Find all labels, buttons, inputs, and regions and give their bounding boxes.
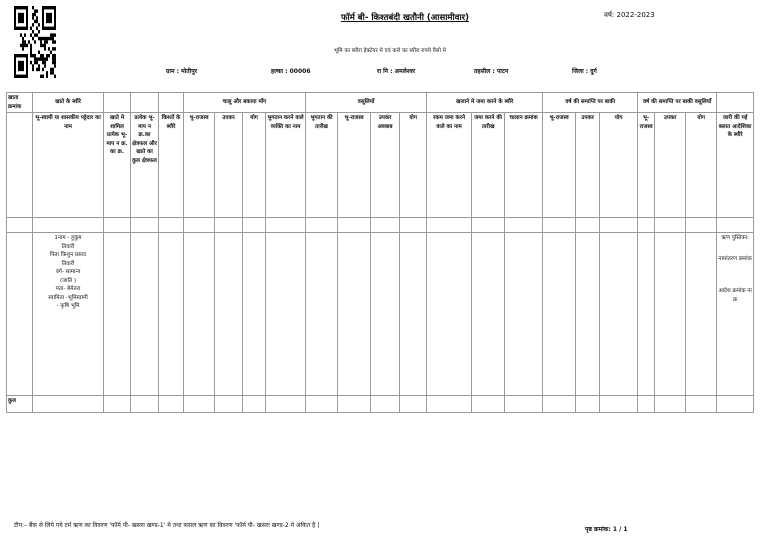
sub-header-row [7, 113, 754, 218]
column-header: भू-राजस्व [638, 113, 655, 218]
owner-line: 1नाम - हुकुम [54, 235, 82, 242]
owner-line: पिता किशुन प्रसाद [49, 252, 87, 259]
village-label: ग्राम : मोतीपुर [166, 68, 198, 75]
account-details-header: खाते के ब्यौरे [33, 93, 104, 113]
column-header: भू-स्वामी या शासकीय पट्टेदार का नाम [33, 113, 104, 218]
column-header: उपकर [576, 113, 600, 218]
footer-note: टीप:– बैंक से लिये गये टर्म ऋण का विवरण 'फॉर्म पी- खसरा खण्ड-1' मे तथा फसल ऋण का विवरण 'फॉर्म पी- खसरा खण्ड-2 मे अंकित है | [14, 522, 320, 529]
recoveries-header: वसूलियाँ [306, 93, 427, 113]
owner-line: - कृषि भूमि [56, 303, 80, 310]
khata-number-header: खाता क्रमांक [7, 93, 33, 113]
column-header: किश्तों के ब्यौरे [159, 113, 184, 218]
owner-line: तिवारी [61, 243, 75, 250]
column-header: भू-राजस्व [184, 113, 215, 218]
column-header: उपकर [215, 113, 243, 218]
halka-label: हल्का : 00006 [271, 68, 311, 75]
column-header: भू-राजस्व [338, 113, 371, 218]
column-header: खाते मे शामिल प्रत्येक भू-माप न क्र. का क्र. [104, 113, 131, 218]
form-title: फॉर्म बी- किश्तबंदी खतौनी (आसामीवार) [340, 13, 470, 23]
page-number: पृष्ठ क्रमांक: 1 / 1 [585, 526, 628, 533]
owner-line: वर्ग- सामान्य [55, 269, 81, 276]
tehsil-label: तहसील : पाटन [474, 68, 509, 75]
loan-book-label: ऋण पुस्तिका: [721, 235, 750, 242]
total-label: कुल [7, 396, 33, 413]
column-header: भुगतान करने वाले व्यक्ति का नाम [266, 113, 306, 218]
column-header: प्रत्येक भू-माप न क्र.का क्षेत्रफल और खाते का कुल क्षेत्रफल [131, 113, 159, 218]
column-header: जमा करने की तारीख [472, 113, 505, 218]
column-header: उपकर [655, 113, 686, 218]
treasury-deposit-header: खजाने मे जमा करने के ब्यौरे [427, 93, 543, 113]
owner-details-cell [33, 233, 104, 396]
qr-code [14, 6, 56, 78]
notes-cell [717, 233, 754, 396]
owner-line: पता- बेमेतरा [55, 286, 81, 293]
group-header-row [7, 93, 754, 113]
column-header: योग [400, 113, 427, 218]
column-header: भू-राजस्व [543, 113, 576, 218]
column-header: योग [243, 113, 266, 218]
ledger-table [6, 92, 754, 413]
owner-line: तिवारी [61, 260, 75, 267]
column-header: रकम जमा करने वाले का नाम [427, 113, 472, 218]
column-header: उपकर अवबाब [371, 113, 400, 218]
year-end-recoveries-header: वर्ष की समाप्ति पर बाकी वसूलियाँ [638, 93, 717, 113]
owner-line: स्वामित्व -भूमिस्वामी [48, 294, 88, 301]
column-header: जारी की गई बसात आदेशिका के ब्यौरे [717, 113, 754, 218]
ri-label: रा नि : अमलेश्वर [377, 68, 416, 75]
owner-line: (जाति ) [59, 277, 77, 284]
spacer-row [7, 218, 754, 233]
column-header: भुगतान की तारीख [306, 113, 338, 218]
mutation-number-label: नामांतरण क्रमांक [718, 255, 752, 262]
column-header: योग [686, 113, 717, 218]
table-row [7, 233, 754, 396]
district-label: जिला : दुर्ग [572, 68, 597, 75]
total-row [7, 396, 754, 413]
order-number-label: आदेश क्रमांक ना क्र [718, 288, 752, 303]
year-label: वर्ष: 2022-2023 [604, 11, 655, 19]
units-subtitle: भूमि का ब्यौरा हेक्टेयर मे एवं करो का ब्यौरा रुपये पैसो मे [334, 48, 446, 54]
current-arrears-demand-header: चालू और बकाया माँग [184, 93, 306, 113]
column-header: चालान क्रमांक [505, 113, 543, 218]
column-header: योग [600, 113, 638, 218]
year-end-balance-header: वर्ष की समाप्ति पर बाकी [543, 93, 638, 113]
